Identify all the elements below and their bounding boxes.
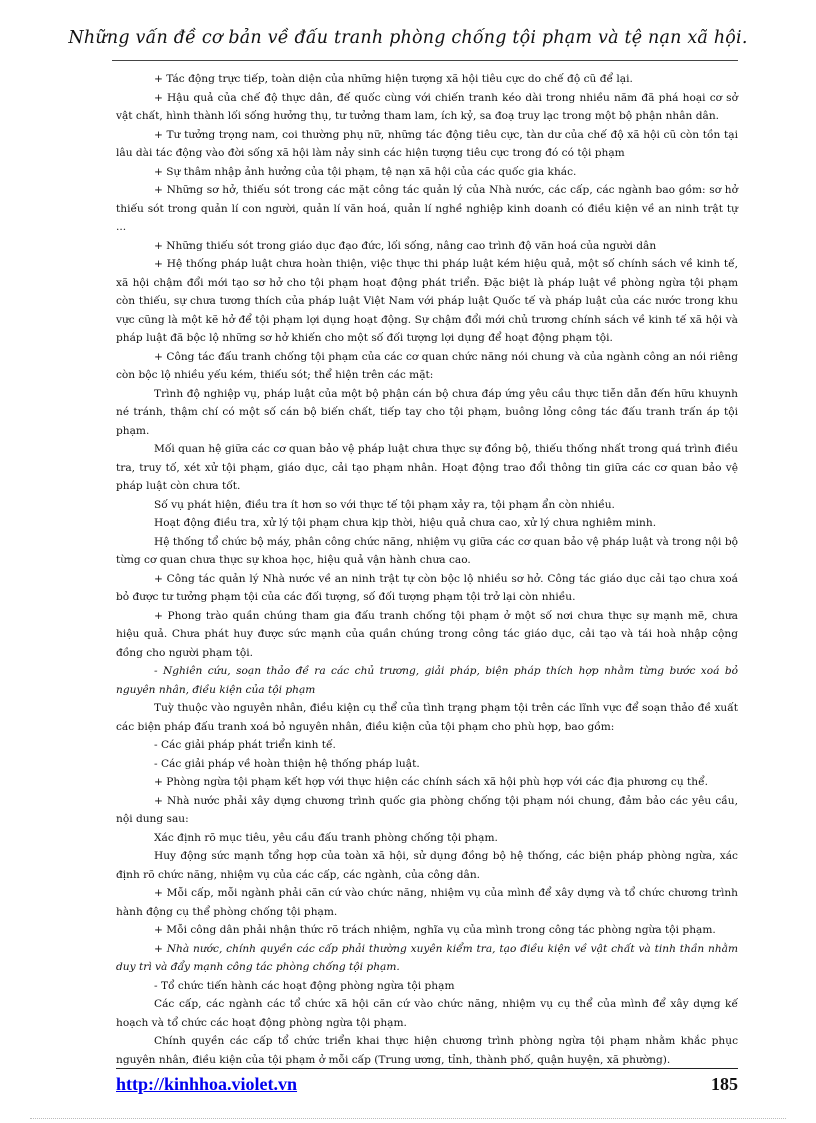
body-paragraph: + Sự thâm nhập ảnh hưởng của tội phạm, tệ nạn xã hội của các quốc gia khác. xyxy=(154,165,577,178)
section-heading-paragraph: + Nhà nước, chính quyền các cấp phải thường xuyên kiểm tra, tạo điều kiện về vật chất và tinh thần nhằm duy trì và đẩy mạnh công tác phòng chống tội phạm. xyxy=(116,942,738,973)
header-divider xyxy=(112,60,738,61)
body-paragraph: + Mỗi công dân phải nhận thức rõ trách nhiệm, nghĩa vụ của mình trong công tác phòng ngừa tội phạm. xyxy=(154,924,716,936)
body-paragraph: Xác định rõ mục tiêu, yêu cầu đấu tranh phòng chống tội phạm. xyxy=(154,831,498,844)
body-paragraph: Số vụ phát hiện, điều tra ít hơn so với thực tế tội phạm xảy ra, tội phạm ẩn còn nhiều. xyxy=(154,498,615,511)
body-paragraph: + Tư tưởng trọng nam, coi thường phụ nữ, những tác động tiêu cực, tàn dư của chế độ xã hội cũ còn tồn tại lâu dài tác động vào đời sống xã hội làm nảy sinh các hiện tượng tiêu cực trong đó có tội phạm xyxy=(116,128,738,159)
body-paragraph: + Những sơ hở, thiếu sót trong các mặt công tác quản lý của Nhà nước, các cấp, các ngành bao gồm: sơ hở thiếu sót trong quản lí con người, quản lí văn hoá, quản lí nghề nghiệp kinh doanh có điều kiện về an ninh trật tự ... xyxy=(116,184,738,233)
body-paragraph: - Tổ chức tiến hành các hoạt động phòng ngừa tội phạm xyxy=(154,979,455,992)
body-paragraph: + Công tác quản lý Nhà nước về an ninh trật tự còn bộc lộ nhiều sơ hở. Công tác giáo dục cải tạo chưa xoá bỏ được tư tưởng phạm tội của các đối tượng, số đối tượng phạm tội trở lại còn nhiều. xyxy=(116,572,738,603)
page-number: 185 xyxy=(711,1074,738,1094)
body-paragraph: Hoạt động điều tra, xử lý tội phạm chưa kịp thời, hiệu quả chưa cao, xử lý chưa nghiêm minh. xyxy=(154,517,657,529)
page-bottom-border xyxy=(30,1118,786,1119)
footer-divider xyxy=(116,1068,738,1069)
body-paragraph: + Những thiếu sót trong giáo dục đạo đức, lối sống, nâng cao trình độ văn hoá của người dân xyxy=(154,239,657,252)
body-paragraph: + Hậu quả của chế độ thực dân, đế quốc cùng với chiến tranh kéo dài trong nhiều năm đã phá hoại cơ sở vật chất, hình thành lối sống hưởng thụ, tư tưởng tham lam, ích kỷ, sa đoạ truy lạc trong một bộ phận nhân dân. xyxy=(116,91,738,122)
body-paragraph: + Hệ thống pháp luật chưa hoàn thiện, việc thực thi pháp luật kém hiệu quả, một số chính sách về kinh tế, xã hội chậm đổi mới tạo sơ hở cho tội phạm hoạt động phát triển. Đặc biệt là pháp luật về phòng ngừa tội phạm còn thiếu, sự chưa tương thích của pháp luật Việt Nam với pháp luật Quốc tế và pháp luật của các nước trong khu vực cũng là một kẽ hở để tội phạm lợi dụng hoạt động. Sự chậm đổi mới chủ trương chính sách về kinh tế xã hội và pháp luật đã bộc lộ những sơ hở khiến cho một số đối tượng lợi dụng để hoạt động phạm tội. xyxy=(116,258,738,344)
body-paragraph: Mối quan hệ giữa các cơ quan bảo vệ pháp luật chưa thực sự đồng bộ, thiếu thống nhất trong quá trình điều tra, truy tố, xét xử tội phạm, giáo dục, cải tạo phạm nhân. Hoạt động trao đổi thông tin giữa các cơ quan bảo vệ pháp luật còn chưa tốt. xyxy=(116,443,738,492)
section-heading-paragraph: - Nghiên cứu, soạn thảo đề ra các chủ trương, giải pháp, biện pháp thích hợp nhằm từng bước xoá bỏ nguyên nhân, điều kiện của tội phạm xyxy=(116,665,738,696)
body-paragraph: Trình độ nghiệp vụ, pháp luật của một bộ phận cán bộ chưa đáp ứng yêu cầu thực tiễn dẫn đến hữu khuynh né tránh, thậm chí có một số cán bộ biến chất, tiếp tay cho tội phạm, buông lỏng công tác đấu tranh trấn áp tội phạm. xyxy=(116,387,738,437)
body-paragraph: Hệ thống tổ chức bộ máy, phân công chức năng, nhiệm vụ giữa các cơ quan bảo vệ pháp luật và trong nội bộ từng cơ quan chưa thực sự khoa học, hiệu quả vận hành chưa cao. xyxy=(116,535,738,566)
body-paragraph: + Tác động trực tiếp, toàn diện của những hiện tượng xã hội tiêu cực do chế độ cũ để lại. xyxy=(154,73,633,85)
body-paragraph: + Công tác đấu tranh chống tội phạm của các cơ quan chức năng nói chung và của ngành công an nói riêng còn bộc lộ nhiều yếu kém, thiếu sót; thể hiện trên các mặt: xyxy=(116,350,738,381)
page-header-title: Những vấn đề cơ bản về đấu tranh phòng chống tội phạm và tệ nạn xã hội. xyxy=(68,28,748,48)
body-paragraph: - Các giải pháp về hoàn thiện hệ thống pháp luật. xyxy=(154,757,420,770)
body-paragraph: Chính quyền các cấp tổ chức triển khai thực hiện chương trình phòng ngừa tội phạm nhằm khắc phục nguyên nhân, điều kiện của tội phạm ở mỗi cấp (Trung ương, tỉnh, thành phố, quận huyện, xã phường). xyxy=(116,1035,738,1066)
body-paragraph: Huy động sức mạnh tổng hợp của toàn xã hội, sử dụng đồng bộ hệ thống, các biện pháp phòng ngừa, xác định rõ chức năng, nhiệm vụ của các cấp, các ngành, của công dân. xyxy=(116,850,738,881)
body-paragraph: Tuỳ thuộc vào nguyên nhân, điều kiện cụ thể của tình trạng phạm tội trên các lĩnh vực để soạn thảo đề xuất các biện pháp đấu tranh xoá bỏ nguyên nhân, điều kiện của tội phạm cho phù hợp, bao gồm: xyxy=(116,702,738,733)
body-paragraph: - Các giải pháp phát triển kinh tế. xyxy=(154,739,336,751)
body-paragraph: + Mỗi cấp, mỗi ngành phải căn cứ vào chức năng, nhiệm vụ của mình để xây dựng và tổ chức chương trình hành động cụ thể phòng chống tội phạm. xyxy=(116,887,738,918)
footer-website-link[interactable]: http://kinhhoa.violet.vn xyxy=(116,1074,298,1094)
body-paragraph: Các cấp, các ngành các tổ chức xã hội căn cứ vào chức năng, nhiệm vụ cụ thể của mình để xây dựng kế hoạch và tổ chức các hoạt động phòng ngừa tội phạm. xyxy=(116,998,738,1029)
body-paragraph: + Nhà nước phải xây dựng chương trình quốc gia phòng chống tội phạm nói chung, đảm bảo các yêu cầu, nội dung sau: xyxy=(116,794,738,825)
body-text xyxy=(116,70,738,1069)
body-paragraph: + Phong trào quần chúng tham gia đấu tranh chống tội phạm ở một số nơi chưa thực sự mạnh mẽ, chưa hiệu quả. Chưa phát huy được sức mạnh của quần chúng trong công tác giáo dục, cải tạo và tái hoà nhập cộng đồng cho người phạm tội. xyxy=(116,609,738,659)
body-paragraph: + Phòng ngừa tội phạm kết hợp với thực hiện các chính sách xã hội phù hợp với các địa phương cụ thể. xyxy=(154,776,709,788)
